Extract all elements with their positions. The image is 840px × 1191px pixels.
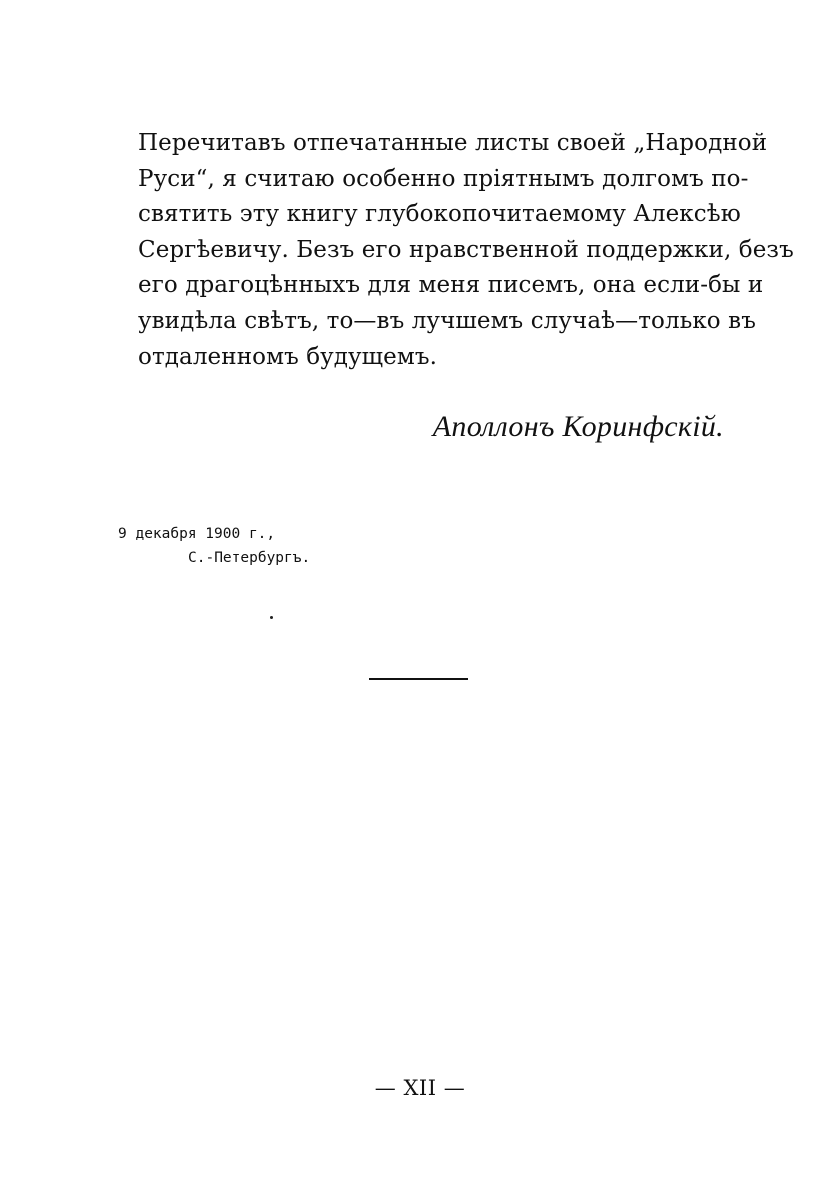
dedication-line: его драгоцѣнныхъ для меня писемъ, она если-бы и (138, 272, 764, 299)
dedication-line: святить эту книгу глубокопочитаемому Алексѣю (138, 201, 741, 228)
dedication-line: Перечитавъ отпечатанные листы своей „Народной (138, 130, 768, 156)
dedication-date: 9 декабря 1900 г., (118, 526, 276, 542)
page-number: — XII — (374, 1076, 466, 1100)
section-divider-rule (369, 678, 468, 680)
dedication-line: Руси“, я считаю особенно пріятнымъ долгомъ по- (138, 165, 749, 192)
dedication-line: увидѣла свѣтъ, то—въ лучшемъ случаѣ—только въ (138, 307, 756, 334)
dedication-place: С.-Петербургъ. (188, 550, 311, 566)
author-signature: Аполлонъ Коринфскій. (432, 410, 724, 443)
dedication-paragraph (138, 126, 794, 375)
dedication-line: Сергѣевичу. Безъ его нравственной поддержки, безъ (138, 236, 794, 263)
dedication-line: отдаленномъ будущемъ. (138, 343, 438, 370)
print-speck (270, 616, 273, 619)
date-and-place (118, 522, 310, 570)
